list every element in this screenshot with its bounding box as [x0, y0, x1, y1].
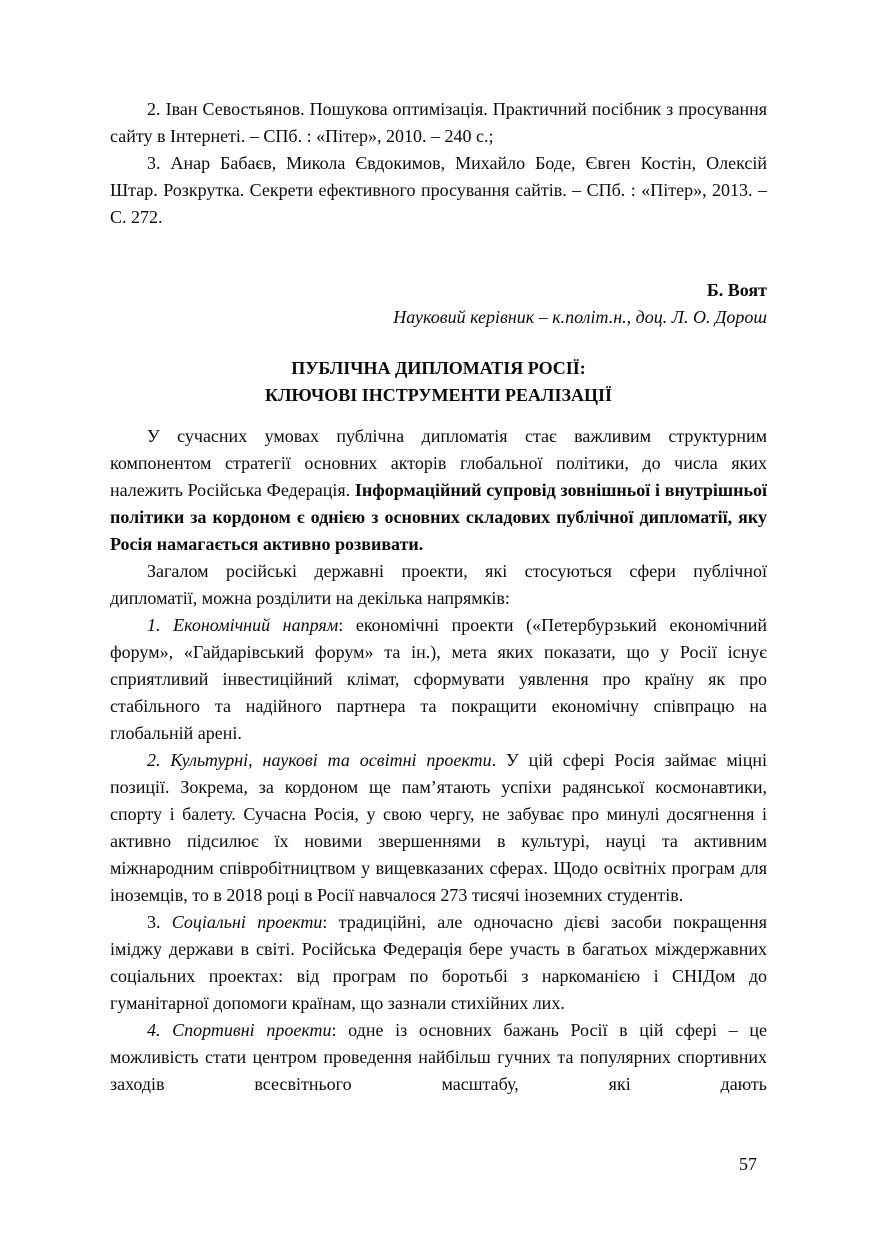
reference-item-2: 2. Іван Севостьянов. Пошукова оптимізація. Практичний посібник з просування сайту в Інтернеті. – СПб. : «Пітер», 2010. – 240 с.;: [110, 99, 767, 146]
list-item-sport: [110, 1017, 767, 1098]
article-title-line-1: ПУБЛІЧНА ДИПЛОМАТІЯ РОСІЇ:: [291, 358, 586, 378]
list-item-economic-text: : економічні проекти («Петербурзький економічний форум», «Гайдарівський форум» та ін.), мета яких показати, що у Росії існує сприятливий інвестиційний клімат, сформувати уявлення про країну як про стабільного та надійного партнера та покращити економічну співпрацю на глобальній арені.: [110, 615, 767, 743]
references-section: [110, 96, 767, 231]
article-title: [110, 355, 767, 409]
list-item-economic: [110, 612, 767, 747]
byline: [110, 277, 767, 331]
list-item-cultural: [110, 747, 767, 909]
intro-bold-text: Інформаційний супровід зовнішньої і внутрішньої політики за кордоном є однією з основних складових публічної дипломатії, яку Росія намагається активно розвивати.: [110, 480, 768, 554]
reference-item-3: 3. Анар Бабаєв, Микола Євдокимов, Михайло Боде, Євген Костін, Олексій Штар. Розкрутка. Секрети ефективного просування сайтів. – СПб. : «Пітер», 2013. – С. 272.: [110, 153, 767, 227]
list-item-sport-text: : одне із основних бажань Росії в цій сфері – це можливість стати центром проведення найбільш гучних та популярних спортивних заходів всесвітнього масштабу, які дають: [110, 1020, 767, 1094]
list-item-social-prefix: 3.: [147, 912, 172, 932]
article-title-line-2: КЛЮЧОВІ ІНСТРУМЕНТИ РЕАЛІЗАЦІЇ: [265, 385, 612, 405]
list-item-cultural-text: . У цій сфері Росія займає міцні позиції. Зокрема, за кордоном ще пам’ятають успіхи радянської космонавтики, спорту і балету. Сучасна Росія, у свою чергу, не забуває про минулі досягнення і активно підсилює їх новими звершеннями в культурі, науці та активним міжнародним співробітництвом у вищевказаних сферах. Щодо освітніх програм для іноземців, то в 2018 році в Росії навчалося 273 тисячі іноземних студентів.: [110, 750, 767, 905]
intro-normal-text: У сучасних умовах публічна дипломатія стає важливим структурним компонентом стратегії основних акторів глобальної політики, до числа яких належить Російська Федерація.: [110, 426, 767, 500]
list-item-social-lead: Соціальні проекти: [171, 912, 323, 932]
overview-paragraph: Загалом російські державні проекти, які стосуються сфери публічної дипломатії, можна розділити на декілька напрямків:: [110, 561, 767, 608]
list-item-economic-lead: 1. Економічний напрям: [147, 615, 339, 635]
author-name: Б. Воят: [706, 280, 767, 300]
list-item-cultural-lead: 2. Культурні, наукові та освітні проекти: [147, 750, 492, 770]
supervisor-line: Науковий керівник – к.політ.н., доц. Л. О. Дорош: [393, 307, 767, 327]
page-number: 57: [739, 1154, 757, 1174]
list-item-social-text: : традиційні, але одночасно дієві засоби покращення іміджу держави в світі. Російська Федерація бере участь в багатьох міждержавних соціальних проектах: від програм по боротьбі з наркоманією і СНІДом до гуманітарної допомоги країнам, що зазнали стихійних лих.: [110, 912, 767, 1013]
list-item-social: [110, 909, 767, 1017]
list-item-sport-lead: 4. Спортивні проекти: [147, 1020, 332, 1040]
intro-paragraph: [110, 423, 767, 558]
